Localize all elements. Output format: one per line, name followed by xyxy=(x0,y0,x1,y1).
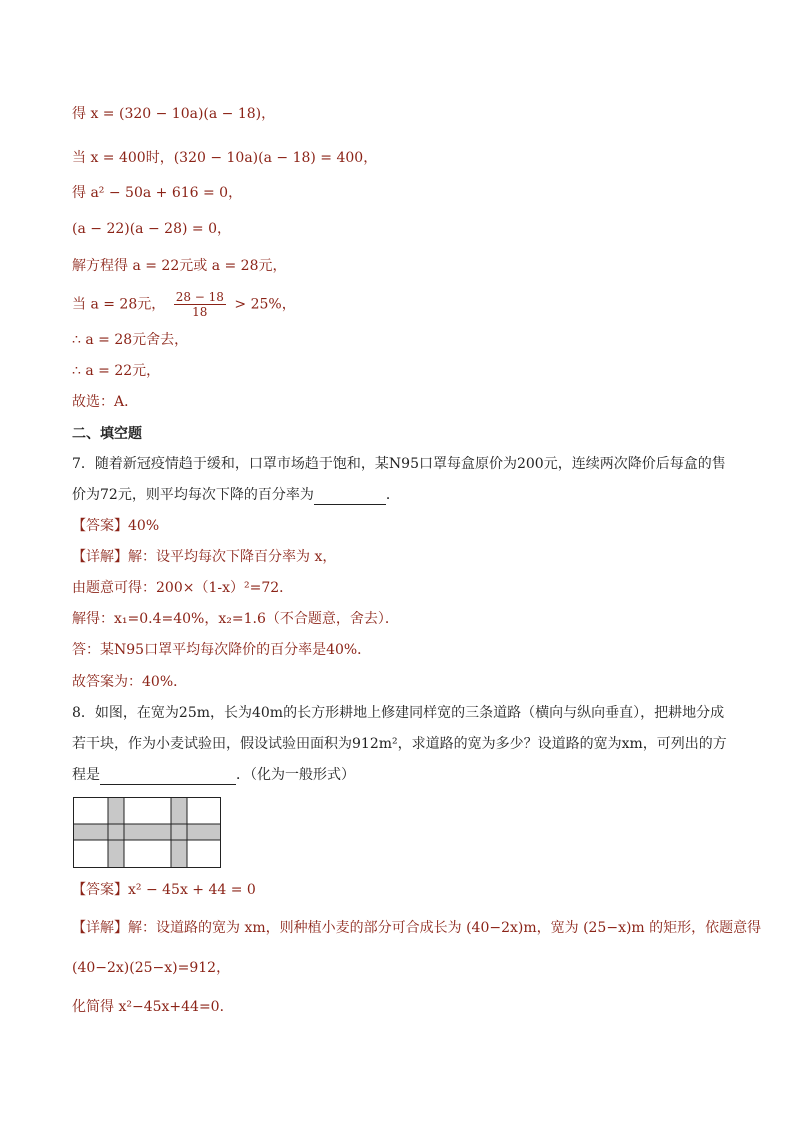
q7-text-line-2-a: 价为72元，则平均每次下降的百分率为 xyxy=(72,487,314,503)
solution-line-2: 当 x = 400时，(320 − 10a)(a − 18) = 400， xyxy=(72,150,378,166)
section-heading: 二、填空题 xyxy=(72,426,142,442)
horizontal-road xyxy=(74,824,221,840)
solution-line-8: ∴ a = 22元， xyxy=(72,363,161,379)
q7-detail: 解：设平均每次下降百分率为 x， xyxy=(128,549,337,565)
solution-line-7: ∴ a = 28元舍去， xyxy=(72,332,189,348)
q7-answer-row xyxy=(72,516,159,536)
solution-line-9: 故选：A． xyxy=(72,394,139,410)
q7-reply: 答：某N95口罩平均每次降价的百分率是40%． xyxy=(72,642,372,658)
fraction-numerator: 28 − 18 xyxy=(175,290,224,304)
solution-line-6-suffix: > 25%， xyxy=(234,296,296,313)
q8-answer: x² − 45x + 44 = 0 xyxy=(128,882,256,898)
q8-text-line-2: 若干块，作为小麦试验田，假设试验田面积为912m²，求道路的宽为多少？设道路的宽为xm，可列出的方 xyxy=(72,736,727,752)
q8-text-line-1: 8．如图，在宽为25m，长为40m的长方形耕地上修建同样宽的三条道路（横向与纵向垂直），把耕地分成 xyxy=(72,705,725,721)
q7-equation: 由题意可得：200×（1-x）²=72． xyxy=(72,580,294,596)
q7-text-line-2-b: ． xyxy=(385,487,400,503)
solution-line-4: (a − 22)(a − 28) = 0， xyxy=(72,221,231,237)
field-road-diagram xyxy=(73,797,223,869)
q7-answer-tag: 【答案】 xyxy=(72,518,128,534)
q7-detail-row xyxy=(72,547,336,567)
q7-solve: 解得：x₁=0.4=40%，x₂=1.6（不合题意，舍去）． xyxy=(72,611,399,627)
solution-line-6-prefix: 当 a = 28元， xyxy=(72,296,166,313)
solution-line-1: 得 x = (320 − 10a)(a − 18)， xyxy=(72,106,276,122)
q8-text-line-3-b: ．（化为一般形式） xyxy=(236,767,355,783)
q8-detail-tag: 【详解】 xyxy=(72,920,128,936)
q7-detail-tag: 【详解】 xyxy=(72,549,128,565)
q8-answer-blank xyxy=(100,784,236,785)
solution-line-6 xyxy=(72,290,296,319)
q7-answer-blank xyxy=(314,504,386,505)
q8-detail: 解：设道路的宽为 xm，则种植小麦的部分可合成长为 (40−2x)m，宽为 (25−x)m 的矩形，依题意得 xyxy=(128,920,762,936)
q7-answer: 40% xyxy=(128,518,160,534)
q8-text-line-3 xyxy=(72,765,355,785)
q8-equation: (40−2x)(25−x)=912， xyxy=(72,960,231,976)
q8-answer-tag: 【答案】 xyxy=(72,882,128,898)
q8-detail-row xyxy=(72,918,761,938)
q7-final: 故答案为：40%． xyxy=(72,674,188,690)
solution-line-5: 解方程得 a = 22元或 a = 28元， xyxy=(72,258,287,274)
q7-text-line-2 xyxy=(72,485,400,505)
q8-text-line-3-a: 程是 xyxy=(72,767,100,783)
fraction-denominator: 18 xyxy=(192,305,208,319)
fraction xyxy=(174,290,226,319)
q7-text-line-1: 7．随着新冠疫情趋于缓和，口罩市场趋于饱和，某N95口罩每盒原价为200元，连续两次降价后每盒的售 xyxy=(72,456,726,472)
q8-answer-row xyxy=(72,880,256,900)
q8-simplified: 化简得 x²−45x+44=0． xyxy=(72,999,234,1015)
solution-line-3: 得 a² − 50a + 616 = 0， xyxy=(72,185,243,201)
